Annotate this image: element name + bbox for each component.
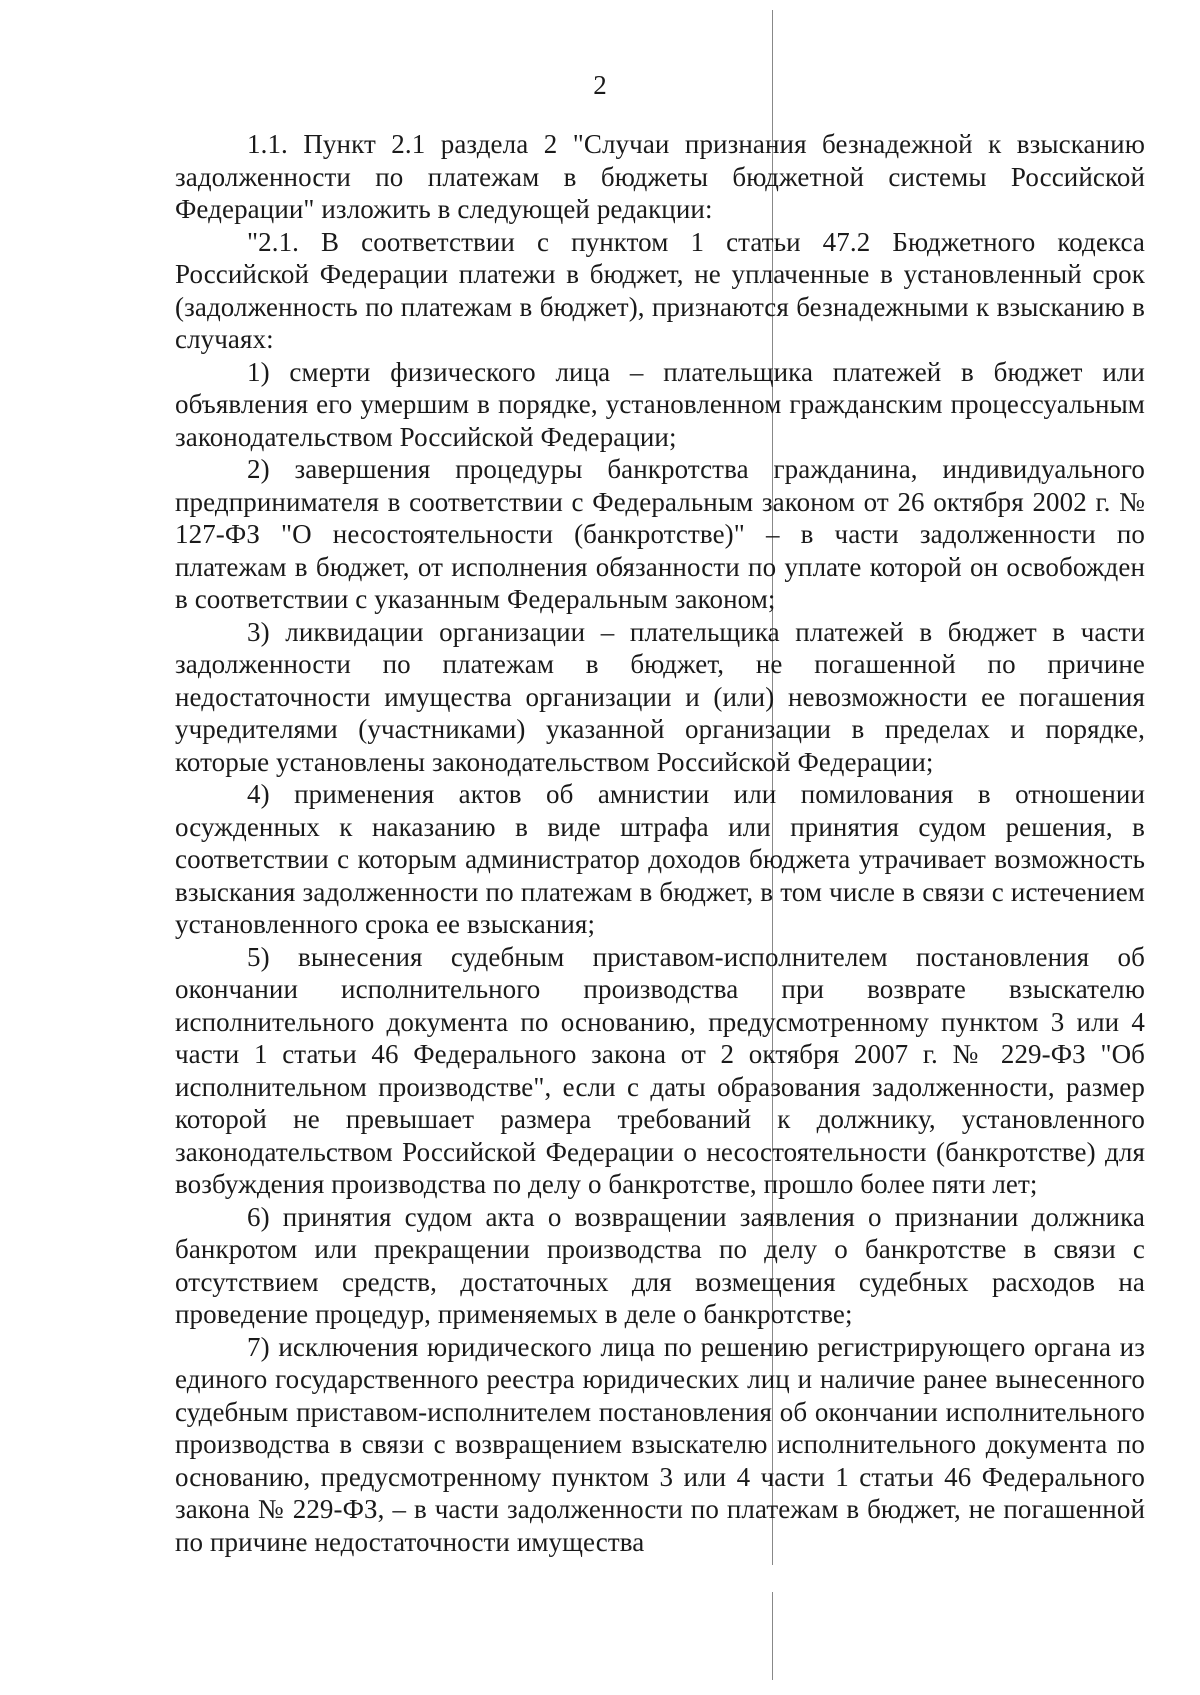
scan-fold-line-lower <box>772 1592 773 1680</box>
page-number: 2 <box>593 70 607 100</box>
list-item-1: 1) смерти физического лица – плательщика платежей в бюджет или объявления его умершим в порядке, установленном гражданским процессуальным законодательством Российской Федерации; <box>175 356 1145 452</box>
document-body <box>175 128 1145 1558</box>
list-item-5: 5) вынесения судебным приставом-исполнителем постановления об окончании исполнительного производства при возврате взыскателю исполнительного документа по основанию, предусмотренному пунктом 3 или 4 части 1 статьи 46 Федерального закона от 2 октября 2007 г. № 229-ФЗ "Об исполнительном производстве", если с даты образования задолженности, размер которой не превышает размера требований к должнику, установленного законодательством Российской Федерации о несостоятельности (банкротстве) для возбуждения производства по делу о банкротстве, прошло более пяти лет; <box>175 941 1145 1199</box>
list-item-4: 4) применения актов об амнистии или помилования в отношении осужденных к наказанию в виде штрафа или принятия судом решения, в соответствии с которым администратор доходов бюджета утрачивает возможность взыскания задолженности по платежам в бюджет, в том числе в связи с истечением установленного срока ее взыскания; <box>175 779 1145 939</box>
paragraph-1-1: 1.1. Пункт 2.1 раздела 2 "Случаи признания безнадежной к взысканию задолженности по платежам в бюджеты бюджетной системы Российской Федерации" изложить в следующей редакции: <box>175 129 1145 224</box>
list-item-6: 6) принятия судом акта о возвращении заявления о признании должника банкротом или прекращении производства по делу о банкротстве в связи с отсутствием средств, достаточных для возмещения судебных расходов на проведение процедур, применяемых в деле о банкротстве; <box>175 1201 1145 1329</box>
paragraph-2-1: "2.1. В соответствии с пунктом 1 статьи 47.2 Бюджетного кодекса Российской Федерации платежи в бюджет, не уплаченные в установленный срок (задолженность по платежам в бюджет), признаются безнадежными к взысканию в случаях: <box>175 226 1145 354</box>
list-item-2: 2) завершения процедуры банкротства гражданина, индивидуального предпринимателя в соответствии с Федеральным законом от 26 октября 2002 г. № 127-ФЗ "О несостоятельности (банкротстве)" – в части задолженности по платежам в бюджет, от исполнения обязанности по уплате которой он освобожден в соответствии с указанным Федеральным законом; <box>175 454 1145 614</box>
list-item-7: 7) исключения юридического лица по решению регистрирующего органа из единого государственного реестра юридических лиц и наличие ранее вынесенного судебным приставом-исполнителем постановления об окончании исполнительного производства в связи с возвращением взыскателю исполнительного документа по основанию, предусмотренному пунктом 3 или 4 части 1 статьи 46 Федерального закона № 229-ФЗ, – в части задолженности по платежам в бюджет, не погашенной по причине недостаточности имущества <box>175 1331 1145 1557</box>
list-item-3: 3) ликвидации организации – плательщика платежей в бюджет в части задолженности по платежам в бюджет, не погашенной по причине недостаточности имущества организации и (или) невозможности ее погашения учредителями (участниками) указанной организации в пределах и порядке, которые установлены законодательством Российской Федерации; <box>175 616 1145 777</box>
